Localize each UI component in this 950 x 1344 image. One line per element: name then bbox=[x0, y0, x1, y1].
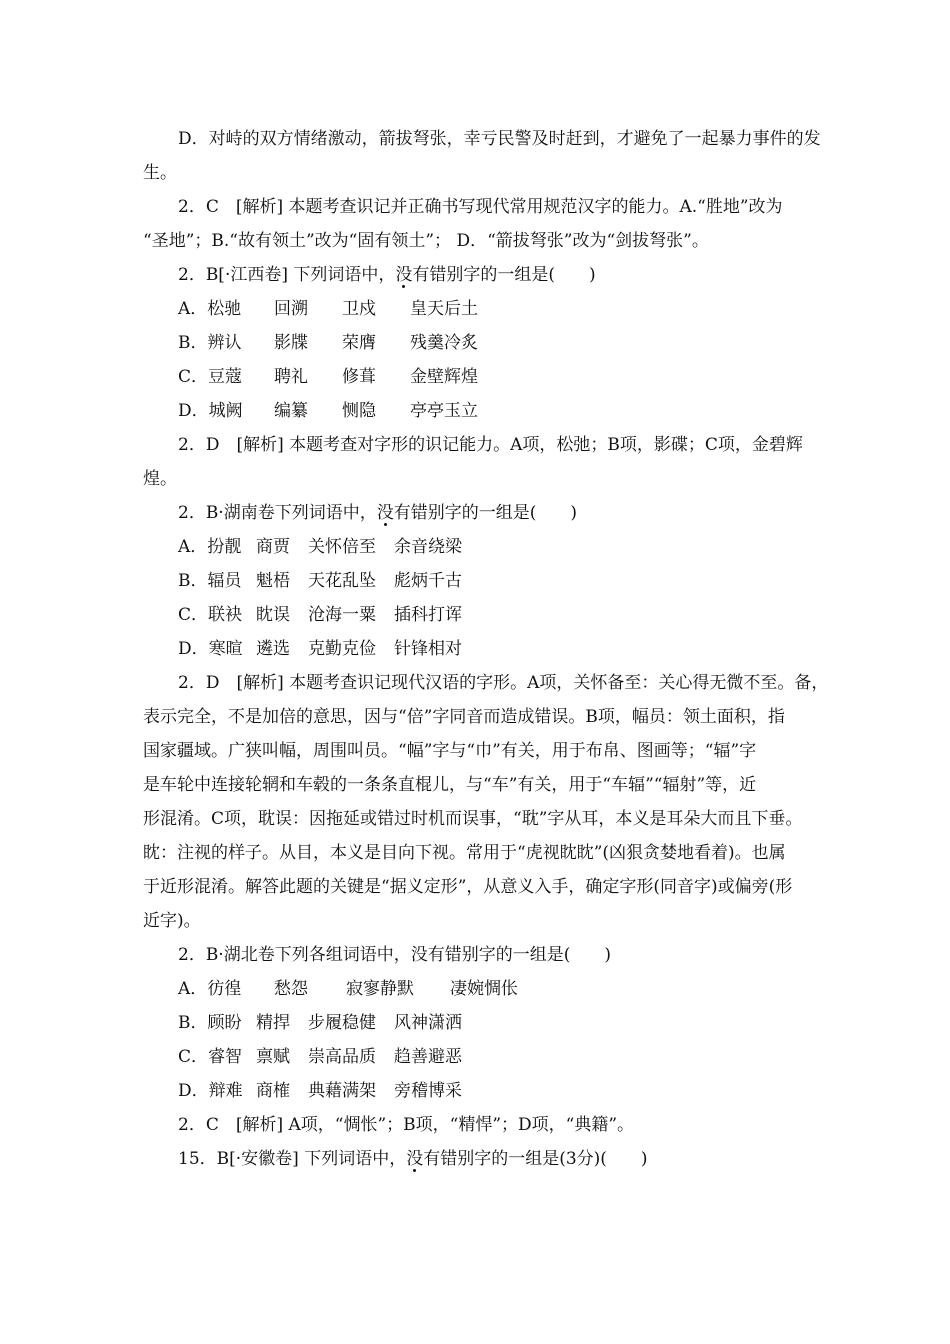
question-prefix: 15．B[·安徽卷] 下列词语中， bbox=[178, 1149, 407, 1169]
option-word: 影牒 bbox=[274, 333, 308, 353]
answer-line: 是车轮中连接轮辋和车毂的一条条直棍儿，与“车”有关，用于“车辐”“辐射”等，近 bbox=[143, 775, 757, 795]
option-word: 精捍 bbox=[256, 1013, 290, 1033]
answer-line: 眈：注视的样子。从目，本义是目向下视。常用于“虎视眈眈”(凶狠贪婪地看着)。也属 bbox=[143, 843, 786, 863]
answer-line: 煌。 bbox=[143, 469, 177, 489]
option-row bbox=[178, 292, 478, 326]
option-word: 残羹冷炙 bbox=[410, 333, 478, 353]
option-word: 眈误 bbox=[256, 605, 290, 625]
question-prefix: 2．B[·江西卷] 下列词语中， bbox=[178, 265, 396, 285]
answer-line: 2．C [解析] 本题考查识记并正确书写现代常用规范汉字的能力。A.“胜地”改为 bbox=[178, 197, 783, 217]
option-word: 凄婉惆伥 bbox=[450, 979, 518, 999]
question-anhui bbox=[178, 1142, 648, 1176]
option-word: C．睿智 bbox=[178, 1047, 243, 1067]
option-word: 回溯 bbox=[274, 299, 308, 319]
emphasis-dot-char: 没 bbox=[376, 503, 394, 523]
answer-line: 近字)。 bbox=[143, 911, 201, 931]
option-word: 克勤克俭 bbox=[308, 639, 376, 659]
option-word: 魁梧 bbox=[256, 571, 290, 591]
option-word: D．城阙 bbox=[178, 401, 243, 421]
answer-line: 形混淆。C项，耽误：因拖延或错过时机而误事，“耽”字从耳，本义是耳朵大而且下垂。 bbox=[143, 809, 803, 829]
option-word: 旁稽博采 bbox=[394, 1081, 462, 1101]
option-word: 插科打诨 bbox=[394, 605, 462, 625]
option-word: 寂寥静默 bbox=[346, 979, 414, 999]
question-hubei: 2．B·湖北卷下列各组词语中，没有错别字的一组是( ) bbox=[178, 945, 611, 965]
option-word: 卫戍 bbox=[342, 299, 376, 319]
option-row bbox=[178, 326, 478, 360]
option-row bbox=[178, 972, 518, 1006]
text-line: D．对峙的双方情绪激动，箭拔弩张，幸亏民警及时赶到，才避免了一起暴力事件的发 bbox=[178, 129, 821, 149]
option-word: 余音绕梁 bbox=[394, 537, 462, 557]
option-word: 关怀倍至 bbox=[308, 537, 376, 557]
option-word: 步履稳健 bbox=[308, 1013, 376, 1033]
answer-line: 表示完全，不是加倍的意思，因与“倍”字同音而造成错误。B项，幅员：领土面积，指 bbox=[143, 707, 785, 727]
option-word: 皇天后土 bbox=[410, 299, 478, 319]
question-hunan bbox=[178, 496, 577, 530]
emphasis-dot-char: 没 bbox=[406, 1149, 424, 1169]
option-word: B．顾盼 bbox=[178, 1013, 242, 1033]
option-row bbox=[178, 530, 462, 564]
option-row bbox=[178, 564, 462, 598]
option-word: 商榷 bbox=[256, 1081, 290, 1101]
option-word: D．寒暄 bbox=[178, 639, 243, 659]
option-word: 天花乱坠 bbox=[308, 571, 376, 591]
question-suffix: 有错别字的一组是( ) bbox=[393, 503, 577, 523]
question-prefix: 2．B·湖南卷下列词语中， bbox=[178, 503, 377, 523]
option-word: 风神潇洒 bbox=[394, 1013, 462, 1033]
option-word: D．辩难 bbox=[178, 1081, 243, 1101]
option-word: 崇高品质 bbox=[308, 1047, 376, 1067]
question-suffix: 有错别字的一组是(3分)( ) bbox=[423, 1149, 648, 1169]
option-word: 遴选 bbox=[256, 639, 290, 659]
answer-line: 于近形混淆。解答此题的关键是“据义定形”，从意义入手，确定字形(同音字)或偏旁(形 bbox=[143, 877, 793, 897]
option-word: B．辐员 bbox=[178, 571, 242, 591]
option-row bbox=[178, 360, 478, 394]
option-word: 编纂 bbox=[274, 401, 308, 421]
option-word: 彪炳千古 bbox=[394, 571, 462, 591]
option-word: 恻隐 bbox=[342, 401, 376, 421]
option-word: 趋善避恶 bbox=[394, 1047, 462, 1067]
option-row bbox=[178, 1006, 462, 1040]
option-word: 修葺 bbox=[342, 367, 376, 387]
option-word: A．松驰 bbox=[178, 299, 242, 319]
answer-line: 2．C [解析] A项，“惆怅”；B项，“精悍”；D项，“典籍”。 bbox=[178, 1115, 635, 1135]
option-row bbox=[178, 598, 462, 632]
option-word: 沧海一粟 bbox=[308, 605, 376, 625]
option-word: 亭亭玉立 bbox=[410, 401, 478, 421]
text-line: 生。 bbox=[143, 163, 177, 183]
option-word: A．彷徨 bbox=[178, 979, 242, 999]
option-word: C．豆蔻 bbox=[178, 367, 243, 387]
question-suffix: 有错别字的一组是( ) bbox=[412, 265, 596, 285]
option-word: 禀赋 bbox=[256, 1047, 290, 1067]
option-word: 愁怨 bbox=[274, 979, 308, 999]
option-word: 金壁辉煌 bbox=[410, 367, 478, 387]
answer-line: 国家疆域。广狭叫幅，周围叫员。“幅”字与“巾”有关，用于布帛、图画等；“辐”字 bbox=[143, 741, 757, 761]
option-row bbox=[178, 394, 478, 428]
option-word: B．辨认 bbox=[178, 333, 242, 353]
option-word: 荣膺 bbox=[342, 333, 376, 353]
option-word: A．扮靓 bbox=[178, 537, 242, 557]
answer-line: “圣地”；B.“故有领土”改为“固有领土”； D．“箭拔弩张”改为“剑拔弩张”。 bbox=[143, 231, 709, 251]
option-row bbox=[178, 632, 462, 666]
option-word: 典藉满架 bbox=[308, 1081, 376, 1101]
emphasis-dot-char: 没 bbox=[395, 265, 413, 285]
option-word: 商贾 bbox=[256, 537, 290, 557]
answer-line: 2．D [解析] 本题考查对字形的识记能力。A项，松弛；B项，影碟；C项，金碧辉 bbox=[178, 435, 803, 455]
option-row bbox=[178, 1040, 462, 1074]
option-word: 针锋相对 bbox=[394, 639, 462, 659]
question-jiangxi bbox=[178, 258, 596, 292]
option-row bbox=[178, 1074, 462, 1108]
option-word: C．联袂 bbox=[178, 605, 243, 625]
option-word: 聘礼 bbox=[274, 367, 308, 387]
answer-line: 2．D [解析] 本题考查识记现代汉语的字形。A项，关怀备至：关心得无微不至。备， bbox=[178, 673, 829, 693]
